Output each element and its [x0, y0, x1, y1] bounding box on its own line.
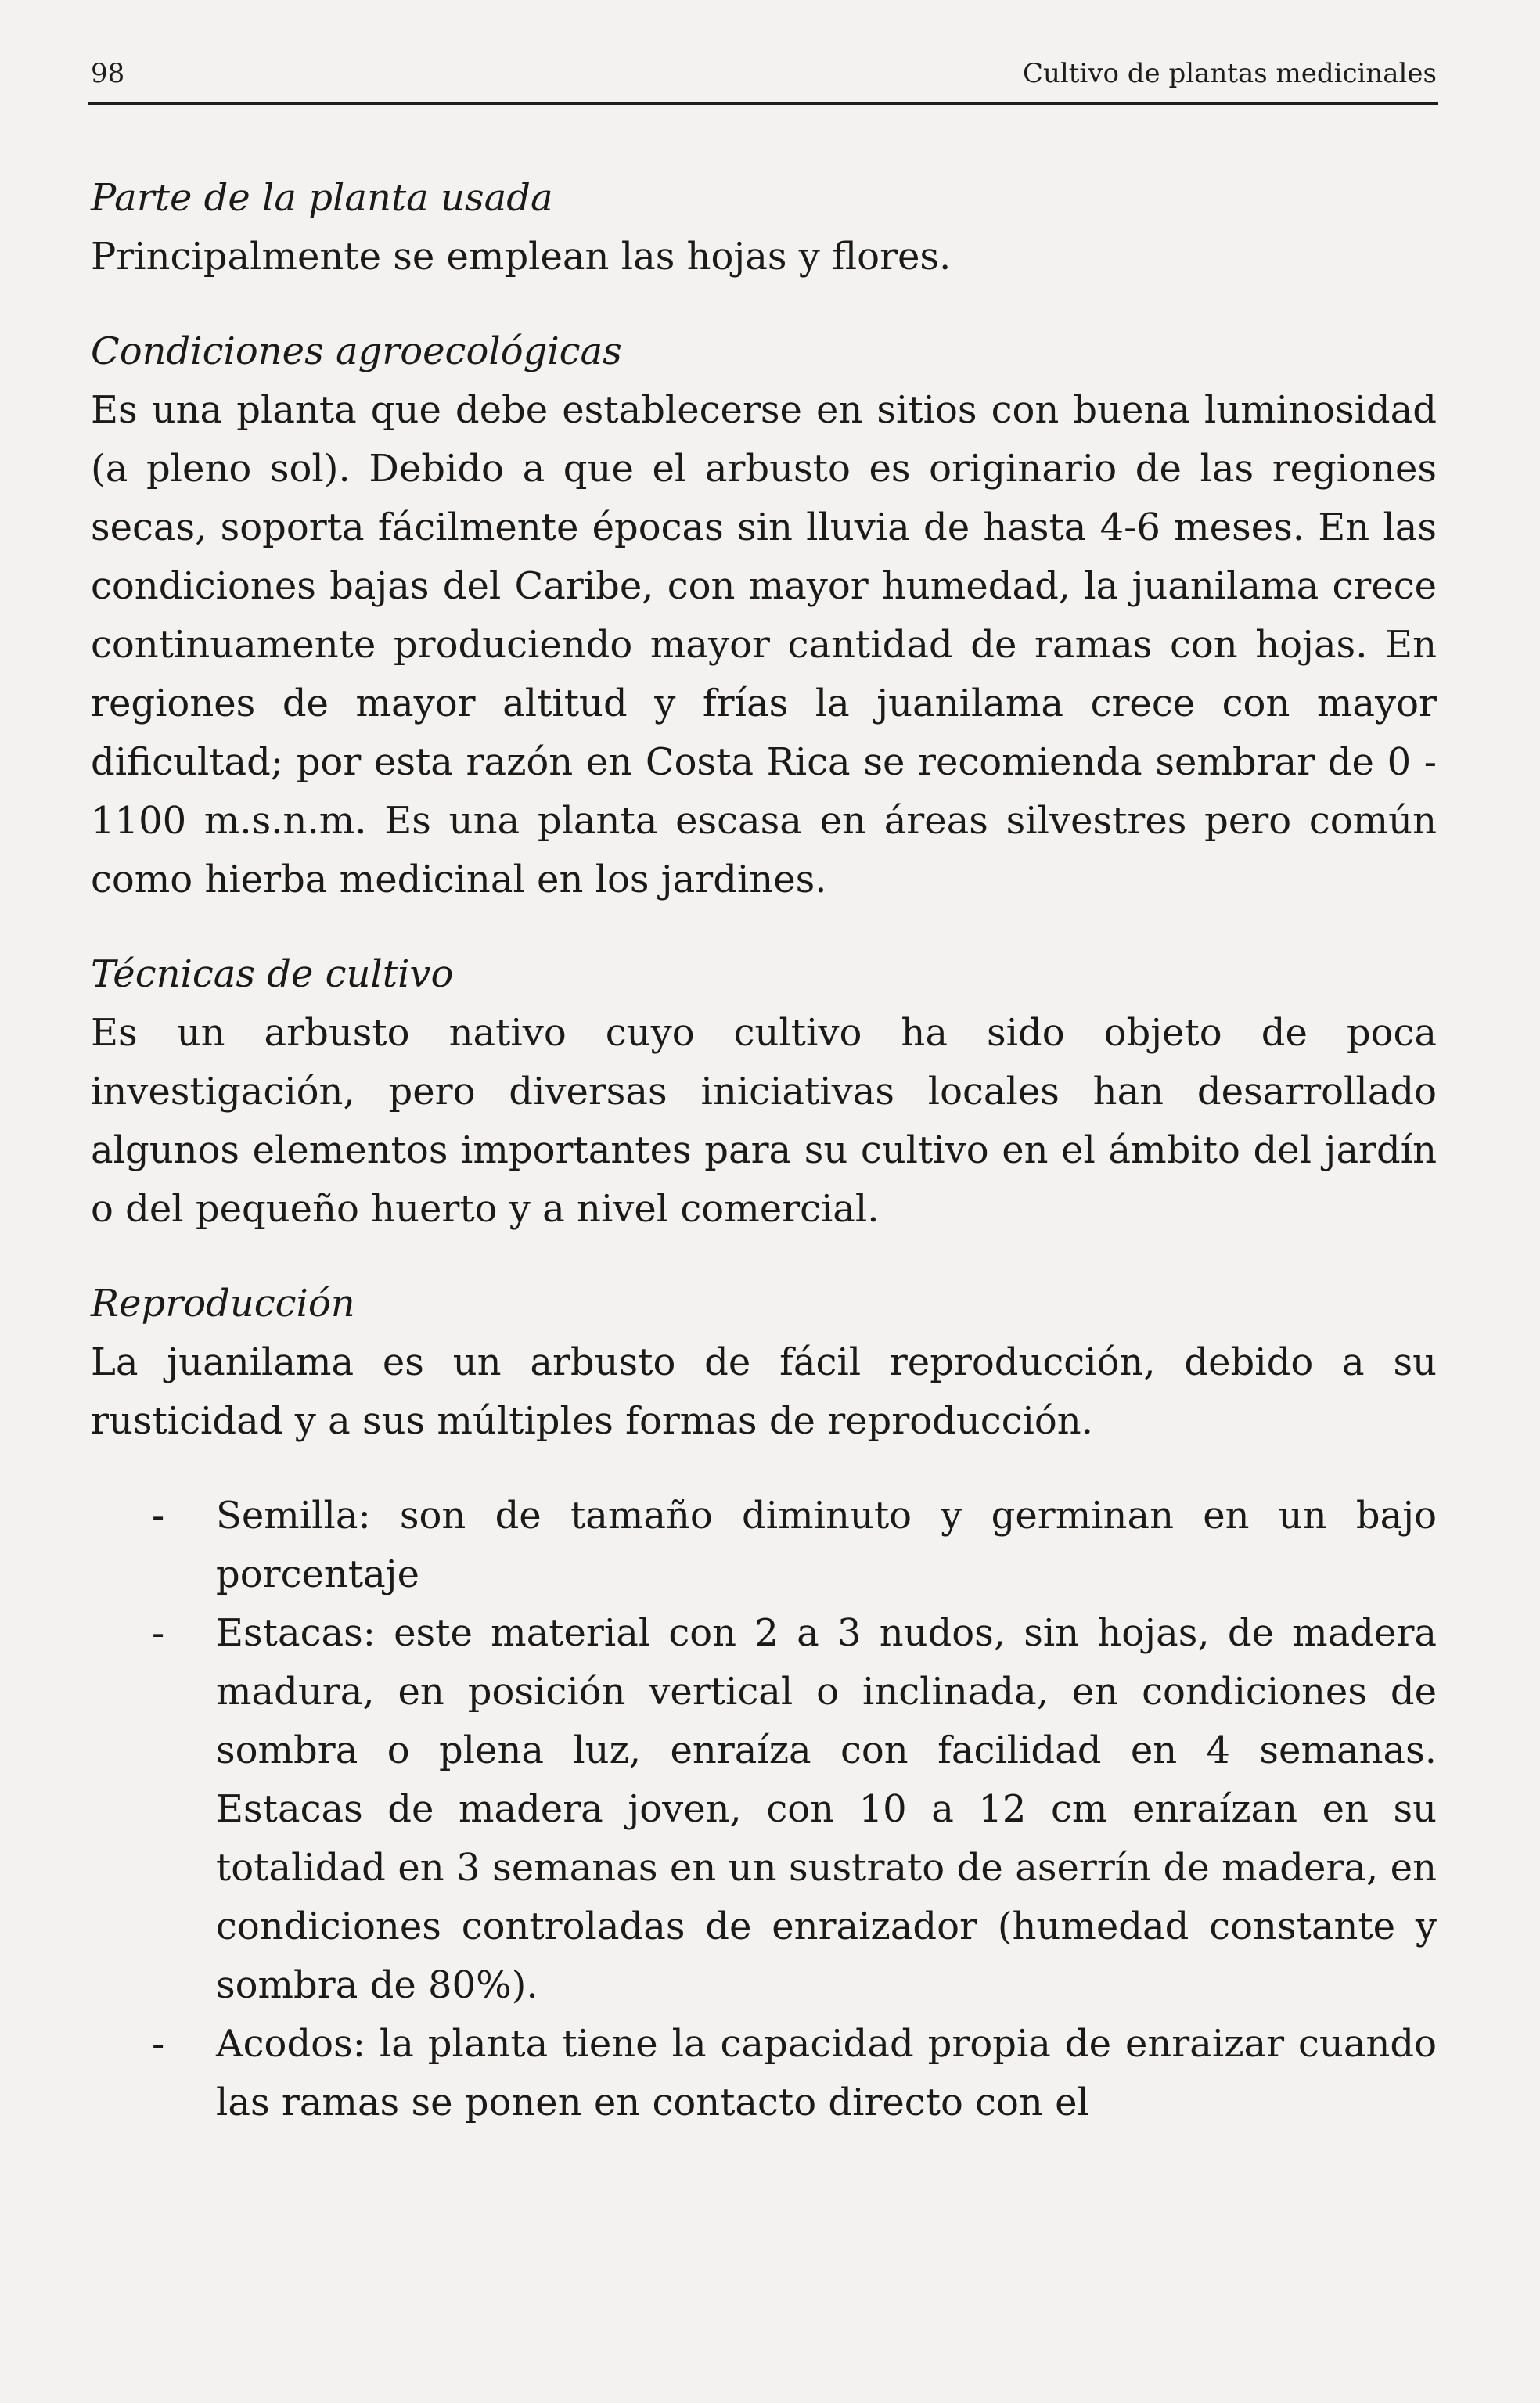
list-item	[91, 1487, 1437, 1604]
running-title: Cultivo de plantas medicinales	[1022, 58, 1437, 89]
section-paragraph: Principalmente se emplean las hojas y flores.	[91, 235, 952, 279]
list-item-text: Estacas: este material con 2 a 3 nudos, sin hojas, de madera madura, en posición vertical o inclinada, en condiciones de sombra o plena luz, enraíza con facilidad en 4 semanas. Estacas de madera joven, con 10 a 12 cm enraízan en su totalidad en 3 semanas en un sustrato de aserrín de madera, en condiciones controladas de enraizador (humedad constante y sombra de 80%).	[216, 1611, 1437, 2007]
list-item-text: Acodos: la planta tiene la capacidad propia de enraizar cuando las ramas se ponen en contacto directo con el	[216, 2022, 1437, 2124]
bullet-dash: -	[152, 1611, 165, 1655]
list-item	[91, 1604, 1437, 2015]
section-agroecological	[91, 322, 1437, 909]
page-header	[88, 56, 1437, 97]
page-number: 98	[91, 58, 125, 89]
reproduction-methods-list	[91, 1487, 1437, 2132]
page-body	[91, 169, 1437, 2168]
section-heading: Reproducción	[91, 1282, 355, 1326]
list-item-text: Semilla: son de tamaño diminuto y germinan en un bajo porcentaje	[216, 1494, 1437, 1596]
section-reproduction	[91, 1275, 1437, 2132]
bullet-dash: -	[152, 1494, 165, 1538]
section-heading: Técnicas de cultivo	[91, 952, 454, 996]
header-rule	[88, 102, 1438, 105]
section-paragraph: La juanilama es un arbusto de fácil reproducción, debido a su rusticidad y a sus múltiples formas de reproducción.	[91, 1340, 1437, 1443]
section-cultivation	[91, 945, 1437, 1239]
section-plant-part	[91, 169, 1437, 286]
section-paragraph: Es una planta que debe establecerse en sitios con buena luminosidad (a pleno sol). Debido a que el arbusto es originario de las regiones secas, soporta fácilmente épocas sin lluvia de hasta 4-6 meses. En las condiciones bajas del Caribe, con mayor humedad, la juanilama crece continuamente produciendo mayor cantidad de ramas con hojas. En regiones de mayor altitud y frías la juanilama crece con mayor dificultad; por esta razón en Costa Rica se recomienda sembrar de 0 - 1100 m.s.n.m. Es una planta escasa en áreas silvestres pero común como hierba medicinal en los jardines.	[91, 388, 1437, 901]
section-heading: Parte de la planta usada	[91, 176, 553, 220]
section-heading: Condiciones agroecológicas	[91, 329, 622, 373]
list-item	[91, 2015, 1437, 2132]
section-paragraph: Es un arbusto nativo cuyo cultivo ha sido objeto de poca investigación, pero diversas iniciativas locales han desarrollado algunos elementos importantes para su cultivo en el ámbito del jardín o del pequeño huerto y a nivel comercial.	[91, 1011, 1437, 1231]
bullet-dash: -	[152, 2022, 165, 2066]
